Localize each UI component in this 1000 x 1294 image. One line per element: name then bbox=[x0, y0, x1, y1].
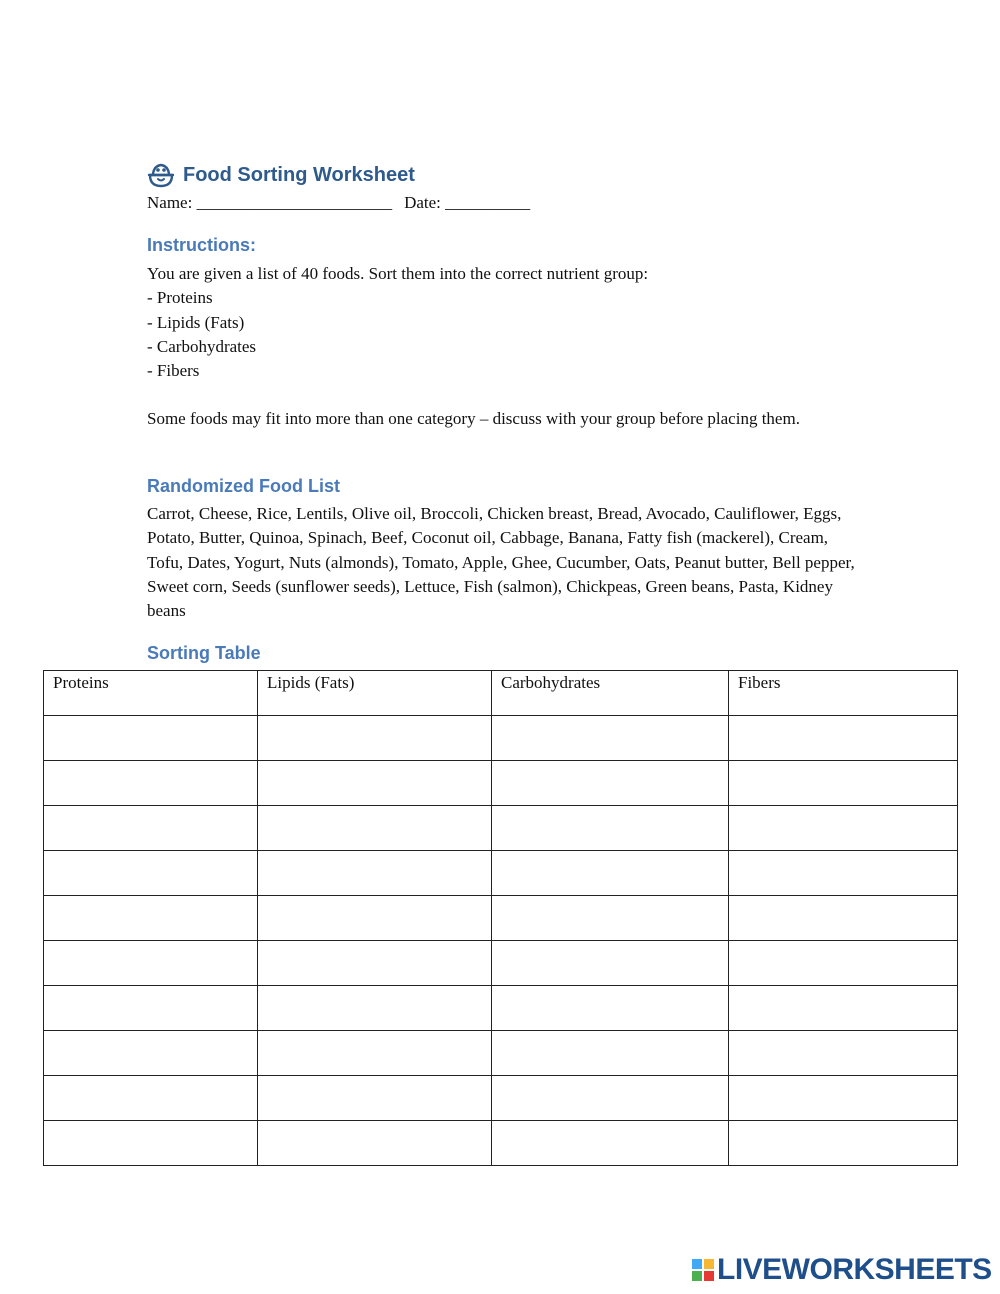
answer-cell[interactable] bbox=[258, 941, 492, 986]
answer-cell[interactable] bbox=[492, 941, 729, 986]
sorting-table-heading: Sorting Table bbox=[147, 643, 261, 663]
answer-cell[interactable] bbox=[44, 986, 258, 1031]
answer-cell[interactable] bbox=[258, 806, 492, 851]
answer-cell[interactable] bbox=[729, 896, 958, 941]
answer-cell[interactable] bbox=[44, 1121, 258, 1166]
instructions-text bbox=[147, 262, 857, 432]
instructions-heading: Instructions: bbox=[147, 235, 257, 255]
answer-cell[interactable] bbox=[258, 1121, 492, 1166]
answer-cell[interactable] bbox=[44, 941, 258, 986]
instructions-line: - Fibers bbox=[147, 361, 200, 381]
answer-cell[interactable] bbox=[492, 1031, 729, 1076]
instructions-line: - Proteins bbox=[147, 288, 213, 308]
table-row bbox=[44, 986, 958, 1031]
answer-cell[interactable] bbox=[44, 761, 258, 806]
answer-cell[interactable] bbox=[729, 716, 958, 761]
answer-cell[interactable] bbox=[729, 1031, 958, 1076]
answer-cell[interactable] bbox=[258, 1076, 492, 1121]
title-text: Food Sorting Worksheet bbox=[183, 163, 415, 186]
instructions-line: - Lipids (Fats) bbox=[147, 312, 245, 332]
answer-cell[interactable] bbox=[44, 806, 258, 851]
table-row bbox=[44, 896, 958, 941]
answer-cell[interactable] bbox=[492, 1121, 729, 1166]
instructions-line bbox=[147, 383, 857, 407]
logo-blocks-icon bbox=[692, 1259, 714, 1281]
answer-cell[interactable] bbox=[492, 761, 729, 806]
instructions-line: - Carbohydrates bbox=[147, 336, 257, 356]
answer-cell[interactable] bbox=[492, 986, 729, 1031]
food-bowl-icon bbox=[147, 161, 175, 189]
column-header-carbohydrates: Carbohydrates bbox=[492, 671, 729, 716]
date-field[interactable]: Date: __________ bbox=[404, 193, 531, 212]
brand-text: LIVEWORKSHEETS bbox=[717, 1253, 992, 1286]
name-field[interactable]: Name: _______________________ bbox=[147, 193, 393, 212]
food-list-text: Carrot, Cheese, Rice, Lentils, Olive oil, Broccoli, Chicken breast, Bread, Avocado, Cauliflower, Eggs, Potato, Butter, Quinoa, Spinach, Beef, Coconut oil, Cabbage, Banana, Fatty fish (mackerel), Cream, Tofu, Dates, Yogurt, Nuts (almonds), Tomato, Apple, Ghee, Cucumber, Oats, Peanut butter, Bell pepper, Sweet corn, Seeds (sunflower seeds), Lettuce, Fish (salmon), Chickpeas, Green beans, Pasta, Kidney beans bbox=[147, 504, 855, 621]
student-info-line bbox=[147, 193, 530, 213]
liveworksheets-logo bbox=[692, 1253, 992, 1287]
table-header-row bbox=[44, 671, 958, 716]
table-row bbox=[44, 716, 958, 761]
answer-cell[interactable] bbox=[258, 851, 492, 896]
column-header-proteins: Proteins bbox=[44, 671, 258, 716]
answer-cell[interactable] bbox=[492, 851, 729, 896]
answer-cell[interactable] bbox=[492, 806, 729, 851]
answer-cell[interactable] bbox=[492, 1076, 729, 1121]
answer-cell[interactable] bbox=[729, 806, 958, 851]
column-header-fibers: Fibers bbox=[729, 671, 958, 716]
instructions-line: Some foods may fit into more than one category – discuss with your group before placing them. bbox=[147, 409, 800, 429]
answer-cell[interactable] bbox=[44, 851, 258, 896]
worksheet-title bbox=[147, 160, 415, 190]
answer-cell[interactable] bbox=[258, 896, 492, 941]
answer-cell[interactable] bbox=[258, 1031, 492, 1076]
answer-cell[interactable] bbox=[44, 716, 258, 761]
instructions-line: You are given a list of 40 foods. Sort them into the correct nutrient group: bbox=[147, 264, 649, 283]
table-row bbox=[44, 1076, 958, 1121]
answer-cell[interactable] bbox=[729, 1121, 958, 1166]
answer-cell[interactable] bbox=[44, 896, 258, 941]
table-row bbox=[44, 761, 958, 806]
answer-cell[interactable] bbox=[44, 1076, 258, 1121]
food-list-heading: Randomized Food List bbox=[147, 476, 340, 496]
answer-cell[interactable] bbox=[729, 851, 958, 896]
answer-cell[interactable] bbox=[258, 761, 492, 806]
answer-cell[interactable] bbox=[729, 761, 958, 806]
answer-cell[interactable] bbox=[729, 986, 958, 1031]
answer-cell[interactable] bbox=[492, 716, 729, 761]
table-row bbox=[44, 806, 958, 851]
column-header-lipids: Lipids (Fats) bbox=[258, 671, 492, 716]
answer-cell[interactable] bbox=[729, 941, 958, 986]
table-row bbox=[44, 1121, 958, 1166]
sorting-table bbox=[43, 670, 958, 1166]
answer-cell[interactable] bbox=[258, 986, 492, 1031]
answer-cell[interactable] bbox=[492, 896, 729, 941]
answer-cell[interactable] bbox=[44, 1031, 258, 1076]
table-row bbox=[44, 851, 958, 896]
table-row bbox=[44, 941, 958, 986]
answer-cell[interactable] bbox=[258, 716, 492, 761]
answer-cell[interactable] bbox=[729, 1076, 958, 1121]
table-row bbox=[44, 1031, 958, 1076]
